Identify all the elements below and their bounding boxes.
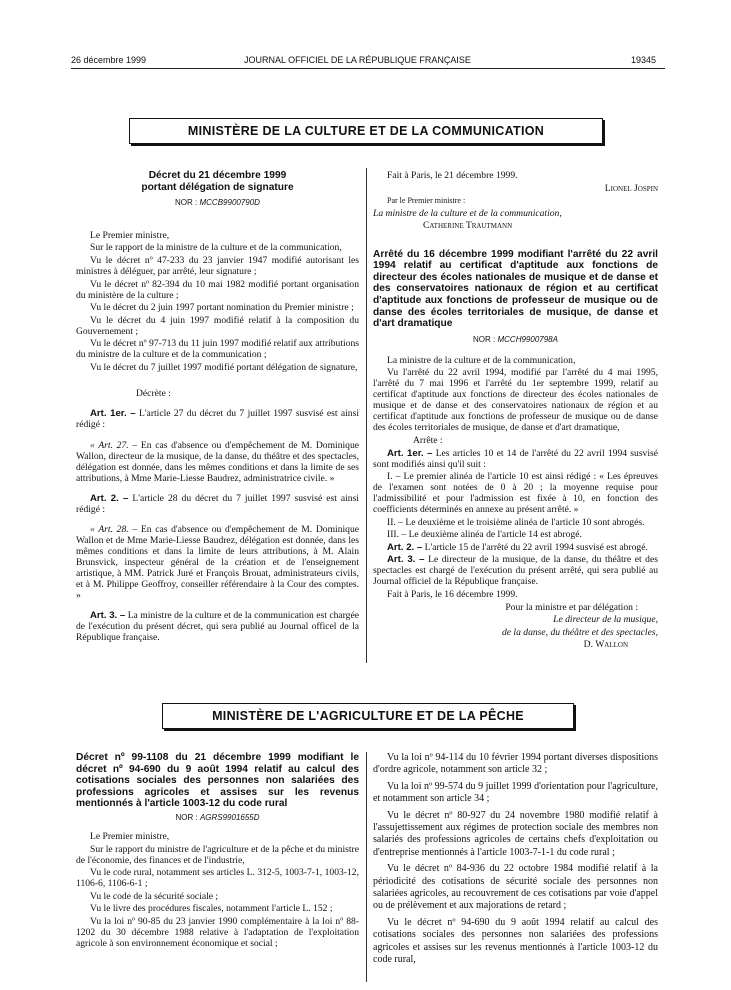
decree2-visa: Vu le décret nº 80-927 du 24 novembre 1980 modifié relatif à l'assujettissement aux régimes de protection sociale des membres non salariés des professions agricoles de certains chefs d'exploitation ou d'entreprise mentionnés à l'article 1003-7-1-1 du code rural ; — [373, 809, 658, 858]
decree-para: Vu le décret nº 82-394 du 10 mai 1982 modifié portant organisation du ministère de la culture ; — [76, 278, 359, 301]
signature-signer: Lionel Jospin — [604, 182, 658, 194]
signature-name: Catherine Trautmann — [423, 220, 513, 232]
decree-article-1: Art. 1er. – L'article 27 du décret du 7 juillet 1997 susvisé est ainsi rédigé : — [76, 408, 359, 431]
arrete-pour: Pour la ministre et par délégation : — [505, 601, 638, 613]
decree-para: Le Premier ministre, — [90, 229, 170, 241]
section-heading-culture: MINISTÈRE DE LA CULTURE ET DE LA COMMUNICATION — [129, 118, 603, 144]
decree-title-line2: portant délégation de signature — [141, 181, 294, 193]
decree-title-line1: Décret du 21 décembre 1999 — [148, 170, 287, 181]
decree-article-28: « Art. 28. – En cas d'absence ou d'empêchement de M. Dominique Wallon et de Mme Marie-Liesse Baudrez, délégation est donnée, dans les mêmes conditions et dans la limite de leurs attributions, à M. Alain Brunsvick, inspecteur général de la création et de l'enseignement artistique, à MM. Patrick Juré et François Brouat, administrateurs civils, et à M. Philippe Geoffroy, conseiller référendaire à la Cour des comptes. » — [76, 523, 360, 601]
arrete-signer: D. Wallon — [583, 639, 628, 651]
arrete-item-iii: III. – Le deuxième alinéa de l'article 14 est abrogé. — [387, 529, 582, 541]
arrete-title: Arrêté du 16 décembre 1999 modifiant l'arrêté du 22 avril 1994 relatif au certificat d'aptitude aux fonctions de directeur des écoles nationales de musique et de danse et des conservatoires nationaux de région et au certificat d'aptitude aux fonctions de professeur de musique ou de danse des écoles territoriales de musique, de danse et d'art dramatique — [373, 248, 658, 330]
decree2-visa: Vu le décret nº 84-936 du 22 octobre 1984 modifié relatif à la périodicité des cotisations de sécurité sociale des personnes non salariées agricoles, au recouvrement de ces cotisations par voie d'appel ou de prélèvement et aux majorations de retard ; — [373, 863, 658, 912]
arrete-fait: Fait à Paris, le 16 décembre 1999. — [387, 589, 518, 601]
header-page-number: 19345 — [631, 55, 657, 65]
decree-agriculture-visas — [373, 752, 658, 971]
decree-article-3: Art. 3. – La ministre de la culture et de la communication est chargée de l'exécution du présent décret, qui sera publié au Journal officel de la République française. — [76, 610, 359, 644]
decree2-nor: NOR : AGRS9901655D — [175, 812, 260, 822]
arrete-article-1: Art. 1er. – Les articles 10 et 14 de l'arrêté du 22 avril 1994 susvisé sont modifiés ainsi qu'il suit : — [373, 447, 659, 470]
arrete-item-i: I. – Le premier alinéa de l'article 10 est ainsi rédigé : « Les épreuves de l'examen sont notées de 0 à 20 ; la moyenne requise pour l'admissibilité et pour l'admission est fixée à 10, en fonction des coefficients déterminés en annexe au présent arrêté. » — [373, 471, 658, 516]
arrete-culture — [373, 170, 658, 652]
header-journal-title: JOURNAL OFFICIEL DE LA RÉPUBLIQUE FRANÇAISE — [244, 55, 471, 65]
decree-para: Sur le rapport de la ministre de la culture et de la communication, — [90, 242, 342, 254]
decree-agriculture — [76, 752, 359, 951]
section-heading-agriculture: MINISTÈRE DE L'AGRICULTURE ET DE LA PÊCHE — [162, 703, 574, 729]
decree-para: Vu le décret du 2 juin 1997 portant nomination du Premier ministre ; — [90, 302, 354, 314]
arrete-item-ii: II. – Le deuxième et le troisième alinéa de l'article 10 sont abrogés. — [387, 516, 645, 528]
arrete-article-3: Art. 3. – Le directeur de la musique, de la danse, du théâtre et des spectacles est chargé de l'exécution du présent arrêté, qui sera publié au Journal officiel de la République française. — [373, 554, 658, 588]
decree2-para: Le Premier ministre, — [90, 830, 170, 842]
arrete-role1: Le directeur de la musique, — [553, 614, 658, 626]
decree2-para: Vu le code rural, notamment ses articles L. 312-5, 1003-7-1, 1003-12, 1106-6, 1106-6-1 ; — [76, 867, 359, 890]
column-divider — [366, 168, 367, 663]
decree2-visa: Vu la loi nº 99-574 du 9 juillet 1999 d'orientation pour l'agriculture, et notamment son article 34 ; — [373, 780, 658, 805]
signature-par: Par le Premier ministre : — [387, 196, 466, 206]
decree-decrete: Décrète : — [136, 388, 171, 400]
header-date: 26 décembre 1999 — [71, 55, 147, 65]
decree2-para: Vu la loi nº 90-85 du 23 janvier 1990 complémentaire à la loi nº 88-1202 du 30 décembre 1988 relative à l'adaptation de l'exploitation agricole à son environnement économique et social ; — [76, 915, 359, 949]
decree-para: Vu le décret nº 47-233 du 23 janvier 1947 modifié autorisant les ministres à déléguer, par arrêté, leur signature ; — [76, 254, 359, 277]
decree2-para: Vu le livre des procédures fiscales, notamment l'article L. 152 ; — [90, 903, 333, 915]
column-divider-2 — [366, 752, 367, 982]
arrete-arrete: Arrête : — [413, 434, 443, 446]
arrete-para: Vu l'arrêté du 22 avril 1994, modifié par l'arrêté du 4 mai 1995, l'arrêté du 7 mai 1996 et l'arrêté du 1er septembre 1999, relatif au certificat d'aptitude aux fonctions de directeur des écoles nationales de musique et de danse et des conservatoires nationaux de région et au certificat d'aptitude aux fonctions de professeur de musique ou de danse des écoles territoriales de musique, de danse et d'art dramatique, — [373, 367, 658, 434]
decree2-visa: Vu le décret nº 94-690 du 9 août 1994 relatif au calcul des cotisations sociales des personnes non salariées des professions agricoles et assises sur les revenus mentionnés à l'article 1003-12 du code rural, — [373, 916, 658, 966]
arrete-para: La ministre de la culture et de la communication, — [387, 354, 576, 366]
decree-nor: NOR : MCCB9900790D — [175, 198, 260, 208]
decree2-visa: Vu la loi nº 94-114 du 10 février 1994 portant diverses dispositions d'ordre agricole, notamment son article 32 ; — [373, 752, 658, 776]
decree-article-2: Art. 2. – L'article 28 du décret du 7 juillet 1997 susvisé est ainsi rédigé : — [76, 492, 359, 515]
decree2-title: Décret nº 99-1108 du 21 décembre 1999 modifiant le décret nº 94-690 du 9 août 1994 relatif au calcul des cotisations sociales des personnes non salariées des professions agricoles et assises sur les revenus mentionnés à l'article 1003-12 du code rural — [76, 752, 359, 810]
decree-article-27: « Art. 27. – En cas d'absence ou d'empêchement de M. Dominique Wallon, directeur de la musique, de la danse, du théâtre et des spectacles, délégation est donnée, dans les mêmes conditions et dans la limite de ses attributions, à Mme Marie-Liesse Baudrez, administratrice civile. » — [76, 439, 360, 484]
decree2-para: Vu le code de la sécurité sociale ; — [90, 890, 219, 902]
arrete-nor: NOR : MCCH9900798A — [473, 334, 558, 344]
decree-para: Vu le décret nº 97-713 du 11 juin 1997 modifié relatif aux attributions du ministre de la culture et de la communication ; — [76, 338, 359, 361]
signature-role: La ministre de la culture et de la communication, — [373, 207, 562, 219]
arrete-article-2: Art. 2. – L'article 15 de l'arrêté du 22 avril 1994 susvisé est abrogé. — [387, 541, 648, 553]
header-rule — [71, 68, 665, 69]
arrete-role2: de la danse, du théâtre et des spectacles, — [501, 626, 658, 638]
decree2-para: Sur le rapport du ministre de l'agriculture et de la pêche et du ministre de l'économie, des finances et de l'industrie, — [76, 843, 359, 866]
decree-para: Vu le décret du 7 juillet 1997 modifié portant délégation de signature, — [90, 361, 358, 373]
decree-culture — [76, 170, 359, 645]
decree-para: Vu le décret du 4 juin 1997 modifié relatif à la composition du Gouvernement ; — [76, 314, 359, 337]
signature-fait: Fait à Paris, le 21 décembre 1999. — [387, 170, 518, 181]
